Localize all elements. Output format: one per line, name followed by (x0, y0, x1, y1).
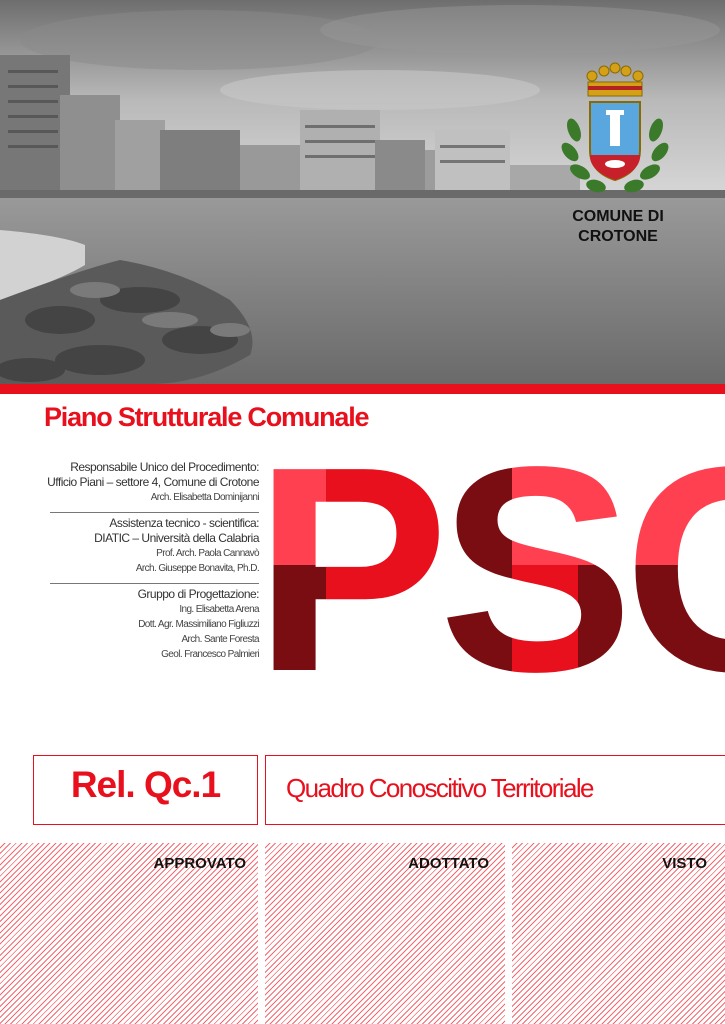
design-heading: Gruppo di Progettazione: (137, 587, 259, 601)
support-institution: DIATIC – Università della Calabria (94, 531, 259, 545)
rup-name: Arch. Elisabetta Dominijanni (150, 492, 259, 503)
support-heading: Assistenza tecnico - scientifica: (109, 516, 259, 530)
red-divider (0, 384, 725, 394)
document-code-box (33, 755, 258, 825)
adottato-label: ADOTTATO (408, 855, 489, 872)
credits-separator (50, 583, 259, 584)
design-name: Ing. Elisabetta Arena (179, 604, 259, 615)
rup-heading: Responsabile Unico del Procedimento: (70, 460, 259, 474)
design-name: Dott. Agr. Massimiliano Figliuzzi (138, 619, 259, 630)
psc-logo-graphic (262, 460, 725, 682)
approvato-label: APPROVATO (153, 855, 246, 872)
visto-label: VISTO (662, 855, 707, 872)
credits-separator (50, 512, 259, 513)
rup-office: Ufficio Piani – settore 4, Comune di Crotone (47, 475, 259, 489)
crest-icon (560, 60, 670, 200)
credits-block (20, 460, 259, 662)
document-subtitle-box (265, 755, 725, 825)
plan-title: Piano Strutturale Comunale (44, 402, 369, 432)
document-subtitle: Quadro Conoscitivo Territoriale (286, 773, 593, 803)
psc-logotype (262, 460, 725, 682)
municipality-crest (560, 60, 670, 200)
visto-panel (512, 843, 725, 1024)
support-name: Arch. Giuseppe Bonavita, Ph.D. (135, 563, 259, 574)
adottato-panel (265, 843, 505, 1024)
municipality-name: COMUNE DI CROTONE (572, 208, 664, 245)
design-name: Arch. Sante Foresta (181, 634, 259, 645)
approvato-panel (0, 843, 258, 1024)
support-name: Prof. Arch. Paola Cannavò (156, 548, 259, 559)
design-name: Geol. Francesco Palmieri (161, 649, 259, 660)
document-code: Rel. Qc.1 (70, 764, 221, 805)
